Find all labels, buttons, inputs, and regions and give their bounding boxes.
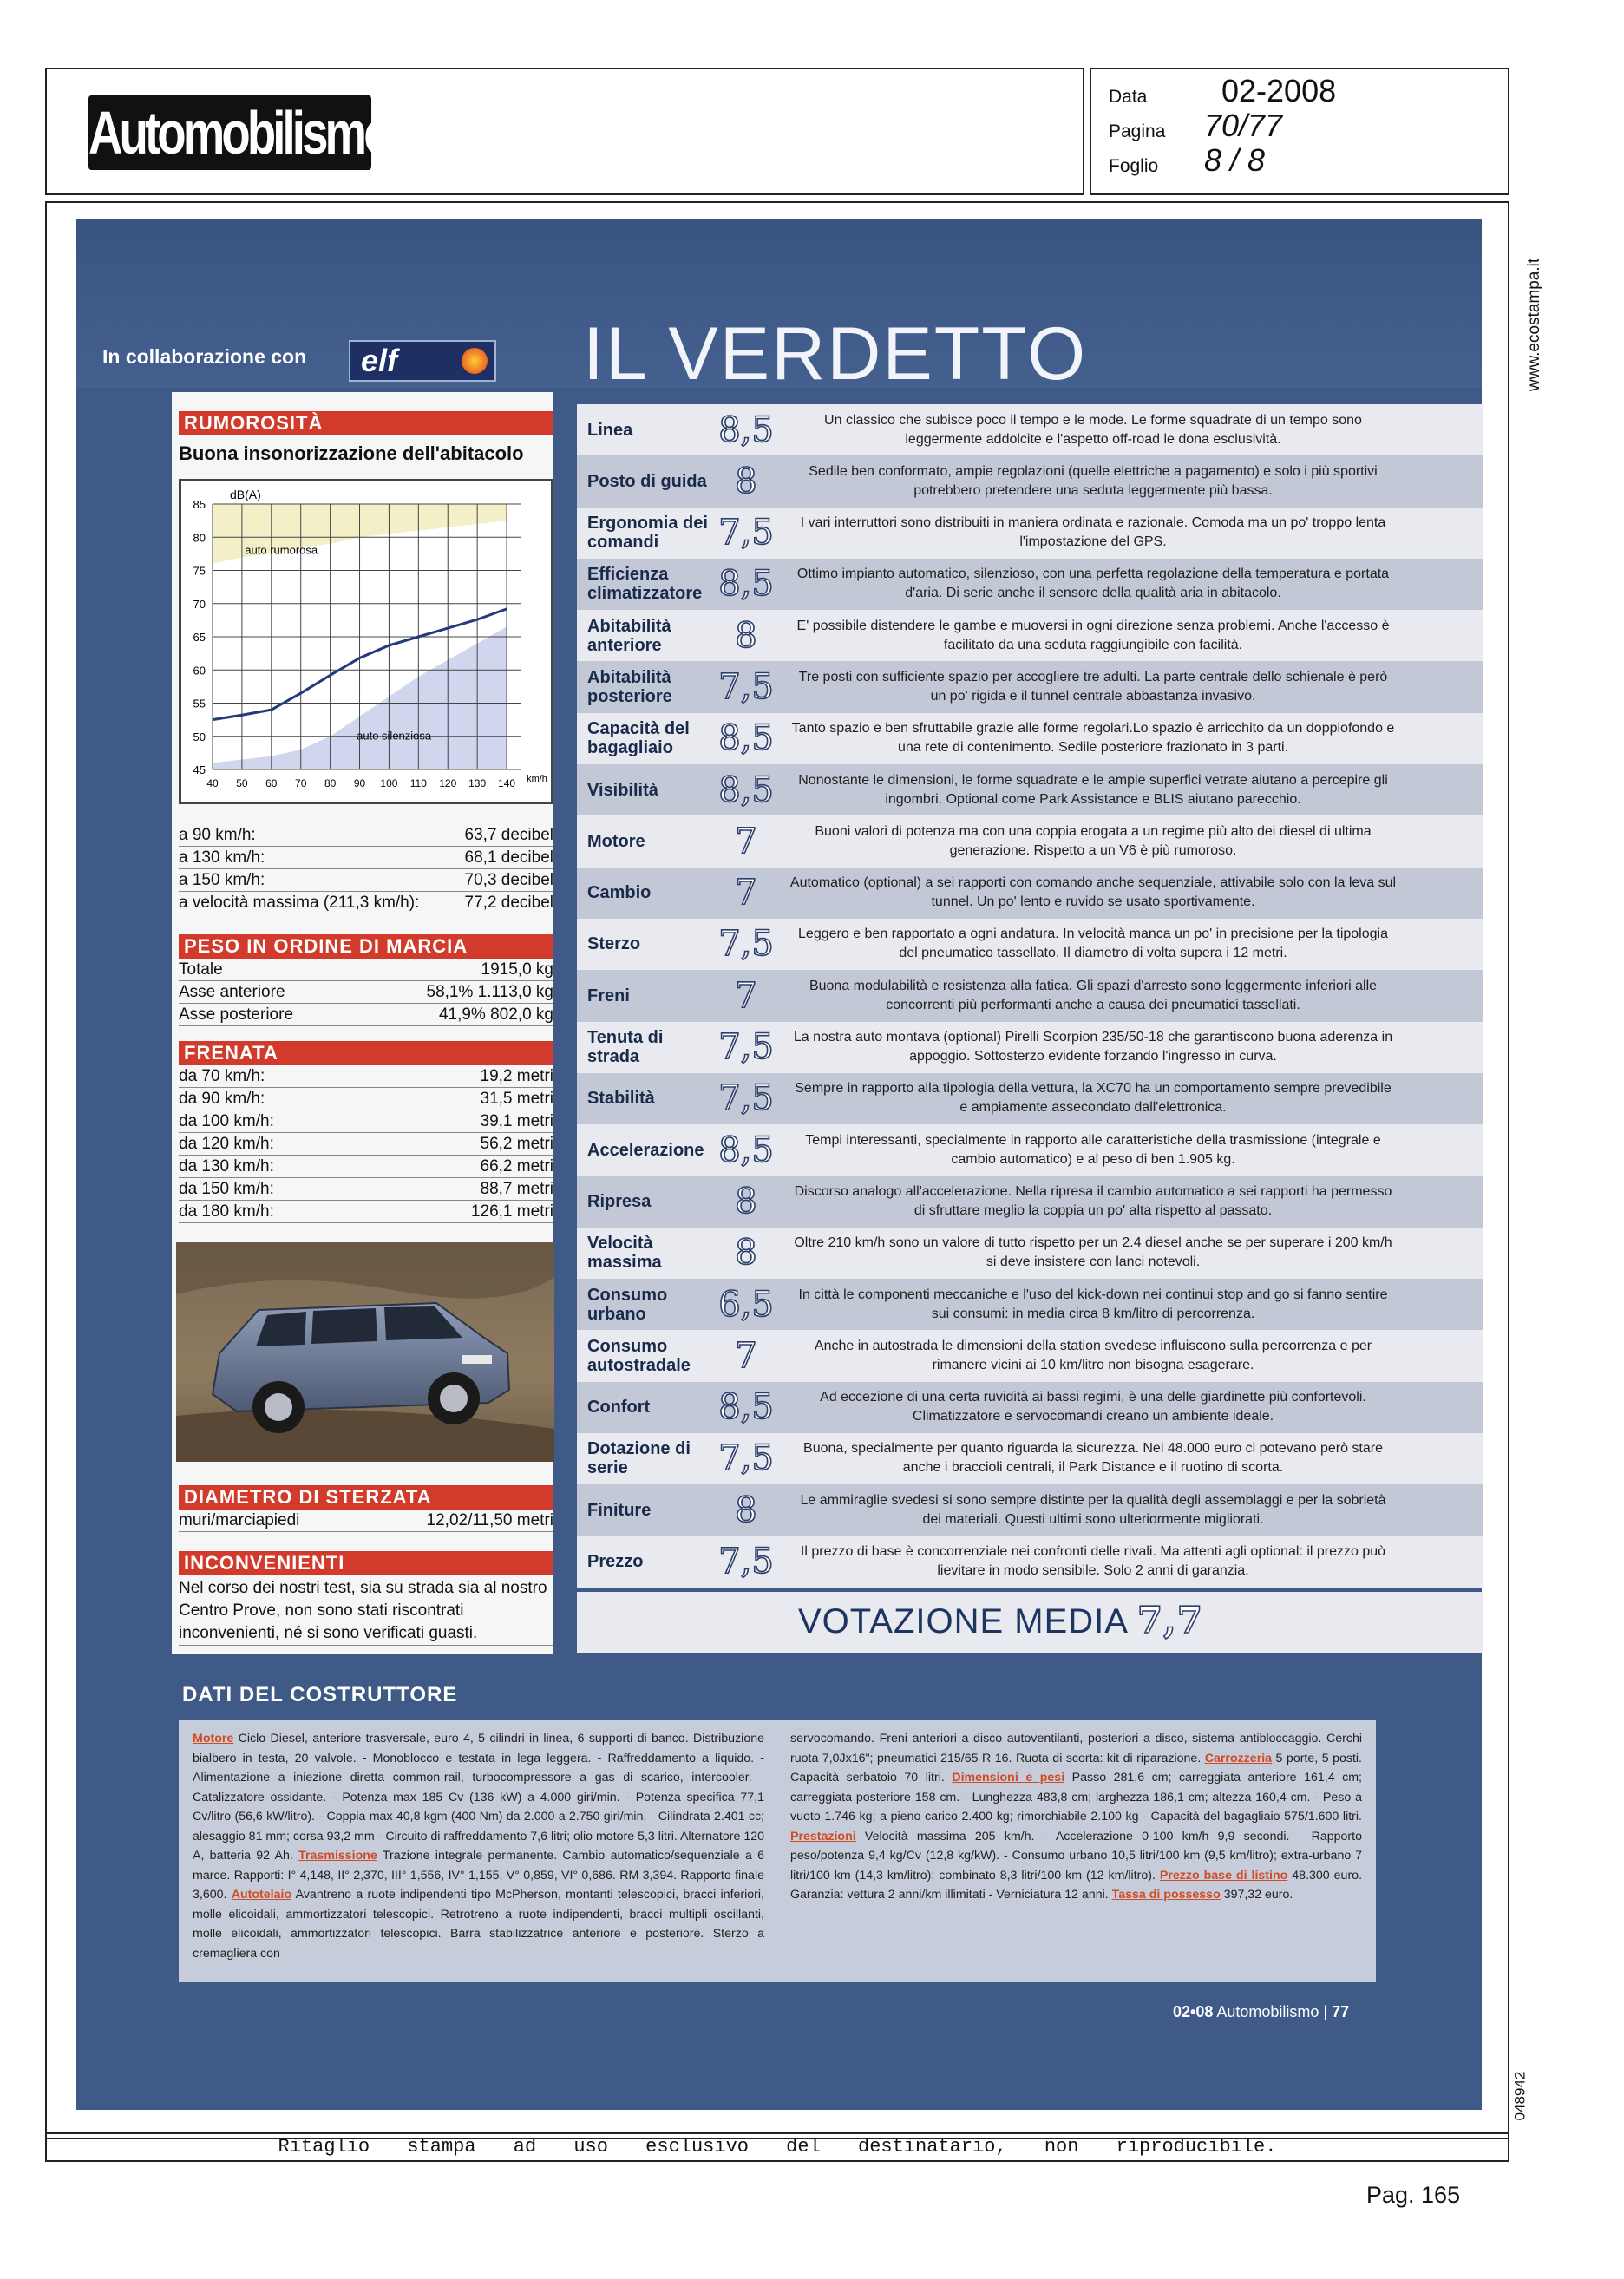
noise-row [179,847,553,869]
rating-score: 8,5 [718,1130,774,1170]
frenata-row [179,1178,553,1201]
rating-text: Ottimo impianto automatico, silenzioso, con una perfetta regolazione della temperatura e portata d'aria. Di serie anche il sensore della qualità aria in abitacolo. [796,566,1390,601]
rating-label: Capacità del bagagliaio [587,719,690,758]
dati-key: Carrozzeria [1204,1751,1273,1765]
frenata-row [179,1110,553,1133]
rating-row [577,868,1483,919]
dati-text: Passo 281,6 cm; carreggiata anteriore 161,4 cm; carreggiata posteriore 158 cm. - Lunghezza 483,8 cm; larghezza 186,1 cm; altezza 160,4 cm. - Peso a vuoto 1.746 kg; a pieno carico 2.400 kg; rimorchiabile 2.100 kg - Capacità del bagagliaio 575/1.600 litri. [790,1771,1362,1824]
rating-text: Le ammiraglie svedesi si sono sempre distinte per la qualità degli assemblaggi e per la sobrietà dei materiali. Questi ultimi sono ulteriormente migliorati. [800,1492,1386,1527]
meta-date-label: Data [1109,87,1148,107]
peso-row-value: 41,9% 802,0 kg [438,1005,553,1024]
footer-page: 77 [1332,2003,1350,2020]
peso-row-label: Asse anteriore [179,983,285,1001]
rating-score: 8,5 [718,564,774,605]
rumorosita-section [179,411,553,465]
rating-row [577,1176,1483,1227]
stats-column [172,392,553,1654]
side-url-text: www.ecostampa.it [1525,258,1543,391]
rating-label: Freni [587,986,630,1005]
rumorosita-values [179,824,553,914]
frenata-row [179,1065,553,1088]
rating-text: Discorso analogo all'accelerazione. Nella ripresa il cambio automatico a sei rapporti ha permesso di sfruttare meglio la coppia un po' alta rispetto al passato. [794,1183,1392,1218]
rating-score: 8,5 [718,718,774,759]
noise-row-label: a 90 km/h: [179,826,256,844]
meta-date [1109,73,1490,109]
x-tick-label: 140 [498,777,516,789]
rating-text: Oltre 210 km/h sono un valore di tutto rispetto per un 2.4 diesel anche se per superare i 200 km/h si deve insistere con lanci notevoli. [794,1235,1392,1270]
rating-text: Anche in autostrada le dimensioni della station svedese influiscono sulla percorrenza e per rimanere vicini ai 10 km/litro non bisogna esagerare. [814,1338,1372,1372]
rating-score: 7,5 [718,1438,774,1479]
rating-label: Efficienza climatizzatore [587,565,703,604]
x-tick-label: 40 [206,777,219,789]
dati-key: Prezzo base di listino [1159,1868,1288,1883]
header-meta-box [1090,68,1509,195]
chart-title: dB(A) [230,488,261,501]
rumorosita-title: RUMOROSITÀ [179,411,553,435]
rating-text: Tanto spazio e ben sfruttabile grazie alle forme regolari.Lo spazio è arricchito da un doppiofondo e una rete di contenimento. Sedile posteriore frazionato in 3 parti. [791,721,1395,756]
rating-row [577,1484,1483,1536]
y-tick-label: 45 [193,763,206,776]
rating-score: 7,5 [718,924,774,965]
y-tick-label: 55 [193,697,206,711]
rating-label: Consumo urbano [587,1285,668,1324]
noise-row [179,892,553,914]
rating-score: 7,5 [718,513,774,553]
dati-text: 5 porte, 5 posti. Capacità serbatoio 70 litri. [790,1751,1362,1785]
page-number: Pag. 165 [1366,2182,1461,2208]
peso-title: PESO IN ORDINE DI MARCIA [179,934,553,959]
average-score-value: 7,7 [1136,1599,1203,1641]
rating-text: Tre posti con sufficiente spazio per accogliere tre adulti. La parte centrale dello schienale è però un po' rigida e il tunnel centrale abbastanza invasivo. [798,669,1388,704]
rating-label: Stabilità [587,1089,655,1109]
rating-text: Un classico che subisce poco il tempo e le mode. Le forme squadrate di un tempo sono leggermente addolcite e l'aspetto off-road le dona esclusività. [824,412,1362,447]
rating-text: Automatico (optional) a sei rapporti con comando anche sequenziale, attivabile solo con la leva sul tunnel. Un po' lento e ruvido se usato sportivamente. [789,875,1397,910]
dati-key: Autotelaio [231,1888,292,1902]
rating-score: 7 [735,821,757,861]
y-tick-label: 75 [193,564,206,578]
diametro-section [179,1485,553,1532]
frenata-row-value: 66,2 metri [480,1157,553,1176]
rating-row [577,1330,1483,1381]
header-logo-box [45,68,1084,195]
rating-row [577,1279,1483,1330]
dati-key: Trasmissione [298,1849,377,1863]
rating-label: Ripresa [587,1191,652,1211]
meta-date-value: 02-2008 [1221,73,1337,108]
meta-foglio-label: Foglio [1109,156,1159,176]
rating-label: Velocità massima [587,1234,662,1273]
rating-label: Posto di guida [587,471,707,491]
rating-row [577,1228,1483,1279]
rating-text: La nostra auto montava (optional) Pirelli Scorpion 235/50-18 che garantiscono buona aderenza in appoggio. Sottosterzo evidente forzando l'ingresso in curva. [793,1030,1393,1064]
rating-score: 8,5 [718,409,774,450]
noise-row-value: 63,7 decibel [464,826,553,844]
rating-text: In città le componenti meccaniche e l'uso del kick-down nei continui stop and go si fanno sentire sui consumi: in media circa 8 km/litro di percorrenza. [798,1287,1388,1321]
rating-text: Buona, specialmente per quanto riguarda la sicurezza. Nei 48.000 euro ci potevano però stare anche i braccioli centrali, il Park Distance e il ruotino di scorta. [803,1441,1383,1476]
x-tick-label: 50 [236,777,248,789]
footer-magazine: Automobilismo [1216,2003,1320,2020]
rating-score: 8 [735,461,757,501]
footer-issue: 02•08 [1173,2003,1214,2020]
rating-text: Sedile ben conformato, ampie regolazioni (quelle elettriche a pagamento) e solo i più sportivi potrebbero pretendere una seduta leggermente più bassa. [809,463,1378,498]
dati-column-1 [193,1729,764,1974]
rating-score: 8 [735,1181,757,1221]
rating-text: E' possibile distendere le gambe e muoversi in ogni direzione senza problemi. Anche l'accesso è facilitato da una seduta raggiungibile con facilità. [796,618,1390,652]
rating-row [577,455,1483,507]
dati-column-2 [790,1729,1362,1974]
rating-label: Dotazione di serie [587,1439,691,1478]
average-score-label: VOTAZIONE MEDIA [798,1602,1127,1640]
peso-row [179,959,553,981]
rating-score: 7,5 [718,1542,774,1582]
diametro-label: muri/marciapiedi [179,1511,300,1529]
elf-logo-dot-icon [462,348,488,374]
diametro-value: 12,02/11,50 metri [426,1511,553,1529]
rating-row [577,1073,1483,1124]
dati-text: Velocità massima 205 km/h. - Accelerazione 0-100 km/h 9,9 secondi. - Rapporto peso/potenza 9,4 kg/Cv (12,8 kg/kW). - Consumo urbano 10,5 litri/100 km (9,5 km/litro); extra-urbano 7 litri/100 km (14,3 km/litro); combinato 8,3 litri/100 km (12 km/litro). [790,1829,1362,1883]
rating-row [577,661,1483,712]
article-title: IL VERDETTO [583,312,1088,396]
noise-chart [179,479,553,804]
peso-row-value: 58,1% 1.113,0 kg [426,983,553,1001]
rating-text: Nonostante le dimensioni, le forme squadrate e le ampie superfici vetrate aiutano a percepire gli ingombri. Optional come Park Assistance e BLIS aiutano parecchio. [798,772,1388,807]
dati-text: Trazione integrale permanente. Cambio automatico/sequenziale a 6 marce. Rapporti: I° 4,148, II° 2,370, III° 1,556, IV° 1,155, V° 0,859, VI° 0,686. RM 3,394. Rapporto finale 3,600. [193,1849,764,1902]
y-tick-label: 85 [193,498,206,511]
rating-row [577,815,1483,867]
x-tick-label: 70 [295,777,307,789]
magazine-logo: Automobilismo [88,95,371,170]
rating-label: Finiture [587,1500,652,1520]
noise-row-value: 70,3 decibel [464,871,553,889]
noise-row-value: 68,1 decibel [464,848,553,867]
rating-label: Linea [587,420,633,440]
rating-score: 6,5 [718,1284,774,1325]
dati-key: Prestazioni [790,1829,856,1844]
y-tick-label: 60 [193,664,206,678]
noise-chart-svg [181,481,551,802]
dati-text: 48.300 euro. Garanzia: vettura 2 anni/km illimitati - Verniciatura 12 anni. [790,1868,1363,1902]
side-code-text: 048942 [1511,2071,1529,2121]
diametro-row [179,1510,553,1532]
rating-score: 7,5 [718,666,774,707]
peso-row-label: Asse posteriore [179,1005,294,1024]
peso-section [179,934,553,1026]
dati-key: Dimensioni e pesi [952,1771,1065,1785]
average-score-bar [577,1592,1483,1653]
frenata-row-label: da 70 km/h: [179,1067,265,1085]
rating-row [577,1536,1483,1588]
inconvenienti-text: Nel corso dei nostri test, sia su strada sia al nostro Centro Prove, non sono stati riscontrati inconvenienti, né si sono verificati guasti. [179,1577,553,1646]
rating-score: 7,5 [718,1078,774,1119]
noise-row-label: a 130 km/h: [179,848,265,867]
peso-row [179,1004,553,1026]
peso-row-label: Totale [179,960,223,979]
rating-label: Cambio [587,883,652,903]
rating-text: Buona modulabilità e resistenza alla fatica. Gli spazi d'arresto sono leggermente inferiori alle concorrenti più performanti anche a causa dei pneumatici tassellati. [809,978,1378,1012]
meta-pagina [1109,108,1490,144]
rating-label: Motore [587,831,645,851]
meta-pagina-value: 70/77 [1204,108,1283,143]
rating-text: Tempi interessanti, specialmente in rapporto alle caratteristiche della trasmissione (integrale e cambio automatico) e al peso di ben 1.905 kg. [805,1132,1381,1167]
frenata-row-label: da 90 km/h: [179,1090,265,1108]
side-code [1511,2056,1542,2134]
rating-score: 7 [735,1335,757,1376]
diametro-title: DIAMETRO DI STERZATA [179,1485,553,1510]
rumorosita-subtitle: Buona insonorizzazione dell'abitacolo [179,442,524,464]
x-tick-label: 80 [324,777,337,789]
rating-score: 7 [735,975,757,1016]
x-tick-label: 110 [409,777,427,789]
x-tick-label: 130 [468,777,487,789]
frenata-row [179,1088,553,1110]
ratings-table [577,404,1483,1588]
rating-row [577,1433,1483,1484]
rating-score: 8,5 [718,1387,774,1428]
rating-text: Sempre in rapporto alla tipologia della vettura, la XC70 ha un comportamento sempre prevedibile e ampiamente assecondato dall'elettronica. [795,1081,1392,1116]
frenata-row-value: 19,2 metri [480,1067,553,1085]
average-score [798,1599,1203,1641]
inconvenienti-title: INCONVENIENTI [179,1551,553,1575]
car-photo [176,1242,554,1462]
rating-label: Sterzo [587,934,641,954]
dati-title: DATI DEL COSTRUTTORE [182,1683,458,1706]
rating-row [577,970,1483,1021]
rating-label: Abitabilità anteriore [587,616,671,655]
rating-text: Leggero e ben rapportato a ogni andatura. In velocità manca un po' in precisione per la tipologia del pneumatico tassellato. Il diametro di volta supera i 12 metri. [798,927,1388,961]
dati-text: servocomando. Freni anteriori a disco autoventilanti, posteriori a disco, sistema antibloccaggio. Cerchi ruota 7,0Jx16"; pneumatici 215/65 R 16. Ruota di scorta: kit di riparazione. [790,1732,1362,1765]
rating-row [577,713,1483,764]
inconvenienti-section [179,1551,553,1646]
peso-row [179,981,553,1004]
meta-pagina-label: Pagina [1109,121,1166,141]
elf-logo [349,340,496,382]
dati-text: Avantreno a ruote indipendenti tipo McPherson, montanti telescopici, bracci inferiori, molle elicoidali, ammortizzatori telescopici. Retrotreno a ruote indipendenti, bracci multipli oscillanti, molle elicoidali, ammortizzatori telescopici. Barra stabilizzatrice anteriore e posteriore. Sterzo a cremagliera con [193,1888,764,1961]
frenata-row-label: da 100 km/h: [179,1112,274,1130]
x-tick-label: 60 [265,777,278,789]
x-tick-label: 120 [439,777,457,789]
frenata-row-value: 56,2 metri [480,1135,553,1153]
rating-row [577,508,1483,559]
rating-text: Ad eccezione di una certa ruvidità ai bassi regimi, è una delle giardinette più confortevoli. Climatizzatore e servocomandi creano un ambiente ideale. [820,1390,1366,1424]
collab-label: In collaborazione con [102,345,307,368]
rating-row [577,404,1483,455]
rating-label: Confort [587,1398,651,1418]
rating-row [577,610,1483,661]
frenata-section [179,1041,553,1223]
frenata-row-label: da 130 km/h: [179,1157,274,1176]
frenata-title: FRENATA [179,1041,553,1065]
y-tick-label: 70 [193,597,206,611]
rating-text: I vari interruttori sono distribuiti in maniera ordinata e razionale. Comoda ma un po' troppo lenta l'impostazione del GPS. [800,515,1386,550]
rating-label: Accelerazione [587,1140,704,1160]
x-axis-label: km/h [527,774,547,784]
rating-score: 8 [735,1233,757,1274]
rating-row [577,919,1483,970]
rating-row [577,764,1483,815]
x-tick-label: 100 [380,777,398,789]
frenata-row [179,1201,553,1223]
annotation-noisy: auto rumorosa [245,543,318,557]
frenata-row-value: 31,5 metri [480,1090,553,1108]
noise-row-value: 77,2 decibel [464,894,553,912]
meta-foglio-value: 8 / 8 [1204,142,1266,178]
disclaimer-text: Ritaglio stampa ad uso esclusivo del destinatario, non riproducibile. [278,2136,1277,2158]
rating-label: Tenuta di strada [587,1028,664,1067]
rating-score: 8 [735,615,757,656]
frenata-row-value: 39,1 metri [480,1112,553,1130]
rating-row [577,559,1483,610]
frenata-row-label: da 120 km/h: [179,1135,274,1153]
frenata-row [179,1156,553,1178]
rating-label: Consumo autostradale [587,1336,691,1375]
rating-label: Visibilità [587,780,658,800]
elf-brand-text: elf [361,343,398,378]
frenata-row-value: 126,1 metri [470,1202,553,1221]
noise-row [179,824,553,847]
meta-foglio [1109,142,1490,179]
rating-text: Buoni valori di potenza ma con una coppia erogata a un regime più alto dei diesel di ultima generazione. Rispetto a un V6 è più rumoroso. [815,823,1372,858]
noise-row-label: a velocità massima (211,3 km/h): [179,894,420,912]
frenata-row-label: da 180 km/h: [179,1202,274,1221]
dati-box [179,1720,1376,1982]
frenata-row-value: 88,7 metri [480,1180,553,1198]
rating-label: Prezzo [587,1552,644,1572]
rating-label: Ergonomia dei comandi [587,514,708,553]
noise-row [179,869,553,892]
rating-row [577,1124,1483,1176]
frenata-row [179,1133,553,1156]
annotation-quiet: auto silenziosa [357,729,432,743]
rating-score: 8,5 [718,769,774,810]
dati-key: Tassa di possesso [1111,1888,1221,1902]
rating-row [577,1382,1483,1433]
y-tick-label: 50 [193,730,206,743]
magazine-footer: 02•08 Automobilismo | 77 [1173,2003,1350,2020]
peso-row-value: 1915,0 kg [481,960,553,979]
y-tick-label: 65 [193,631,206,644]
noise-row-label: a 150 km/h: [179,871,265,889]
dati-key: Motore [193,1732,234,1745]
side-url [1522,213,1543,391]
rating-score: 8 [735,1490,757,1530]
frenata-row-label: da 150 km/h: [179,1180,274,1198]
rating-text: Il prezzo di base è concorrenziale nei confronti delle rivali. Ma attenti agli optional: il prezzo può lievitare in modo sensibile. Solo 2 anni di garanzia. [800,1544,1386,1579]
dati-text: Ciclo Diesel, anteriore trasversale, euro 4, 5 cilindri in linea, 6 supporti di banco. Distribuzione bialbero in testa, 20 valvole. - Monoblocco e testata in lega leggera. - Raffreddamento a liquido. - Alimentazione a iniezione diretta common-rail, turbocompressore a gas di scarico, intercooler. - Catalizzatore ossidante. - Potenza max 185 Cv (136 kW) a 4.000 giri/min. - Potenza specifica 77,1 Cv/litro (56,6 kW/litro). - Coppia max 40,8 kgm (400 Nm) da 2.000 a 2.750 giri/min. - Cilindrata 2.401 cc; alesaggio 81 mm; corsa 93,2 mm - Circuito di raffreddamento 7,6 litri; olio motore 5,3 litri. Alternatore 120 A, batteria 92 Ah. [193,1732,764,1863]
rating-score: 7 [735,873,757,914]
y-tick-label: 80 [193,531,206,545]
rating-row [577,1022,1483,1073]
rating-score: 7,5 [718,1027,774,1068]
x-tick-label: 90 [353,777,366,789]
rating-label: Abitabilità posteriore [587,667,672,706]
dati-text: 397,32 euro. [1220,1888,1293,1902]
